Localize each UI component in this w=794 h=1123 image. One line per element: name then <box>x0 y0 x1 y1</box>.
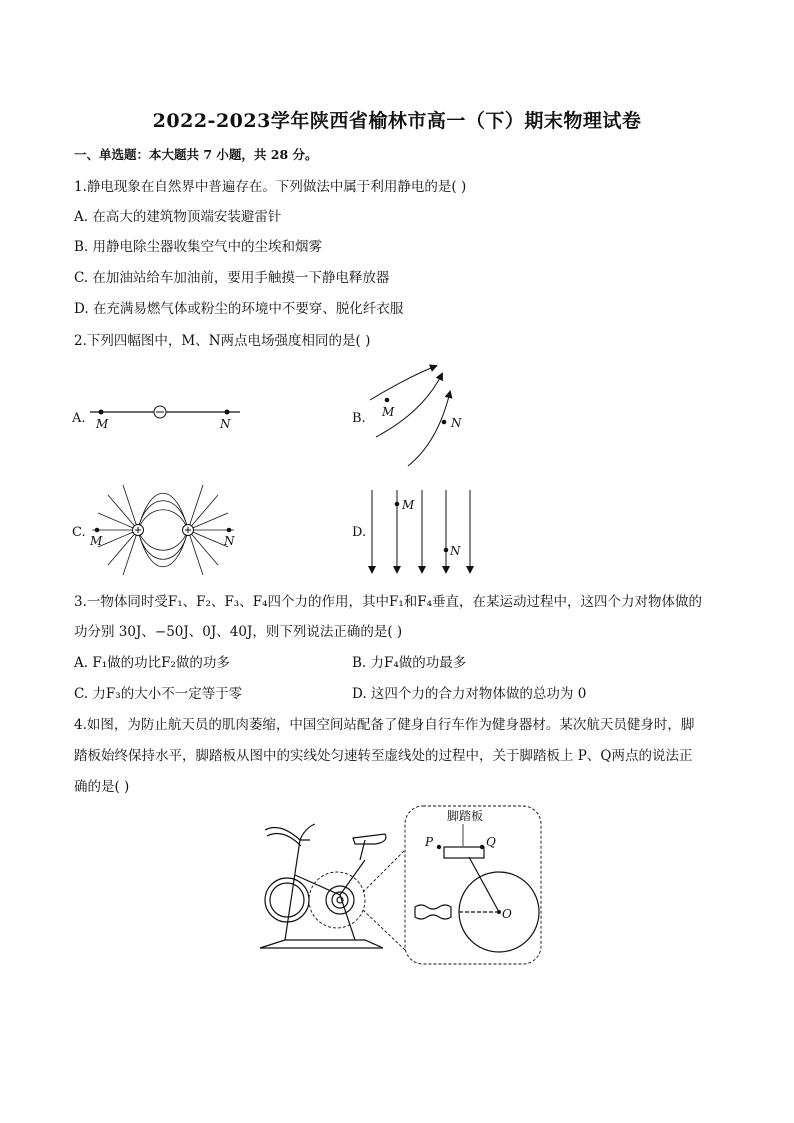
page-title: 2022-2023学年陕西省榆林市高一（下）期末物理试卷 <box>152 110 642 132</box>
q2b-n-label: N <box>451 416 462 430</box>
q3-option-a: A. F₁做的功比F₂做的功多 <box>74 655 230 671</box>
q2a-m-label: M <box>96 417 109 431</box>
q2-option-b-label: B. <box>352 411 366 426</box>
q1-option-c: C. 在加油站给车加油前，要用手触摸一下静电释放器 <box>74 270 390 286</box>
q2c-m-label: M <box>90 534 103 548</box>
point-p-label: P <box>425 835 434 849</box>
q2a-n-label: N <box>220 417 231 431</box>
q1-option-b: B. 用静电除尘器收集空气中的尘埃和烟雾 <box>74 239 323 255</box>
q2-stem: 2.下列四幅图中，M、N两点电场强度相同的是( ) <box>74 333 371 349</box>
pedal-label: 脚踏板 <box>447 809 484 823</box>
q2-figure-d <box>364 488 484 580</box>
q4-bike-figure <box>255 800 545 970</box>
q2-figure-a <box>88 395 248 435</box>
q4-stem-line3: 确的是( ) <box>74 779 130 795</box>
q3-option-b: B. 力F₄做的功最多 <box>352 655 467 671</box>
q2b-m-label: M <box>382 405 395 419</box>
q1-stem: 1.静电现象在自然界中普遍存在。下列做法中属于利用静电的是( ) <box>74 179 467 195</box>
q2-figure-c <box>88 483 238 579</box>
q4-stem-line1: 4.如图，为防止航天员的肌肉萎缩，中国空间站配备了健身自行车作为健身器材。某次航天员健身时，脚 <box>74 717 695 733</box>
q2-option-a-label: A. <box>72 411 86 426</box>
point-q-label: Q <box>486 835 496 849</box>
section-heading: 一、单选题：本大题共 7 小题，共 28 分。 <box>74 147 318 162</box>
q2c-n-label: N <box>224 534 235 548</box>
q2d-n-label: N <box>450 544 461 558</box>
q3-option-c: C. 力F₃的大小不一定等于零 <box>74 686 243 702</box>
q2-option-d-label: D. <box>352 525 367 540</box>
point-o-label: O <box>502 907 512 921</box>
q3-stem-line1: 3.一物体同时受F₁、F₂、F₃、F₄四个力的作用，其中F₁和F₄垂直，在某运动过程中，这四个力对物体做的 <box>74 594 703 610</box>
q3-stem-line2: 功分别 30J、−50J、0J、40J，则下列说法正确的是( ) <box>74 624 403 640</box>
q1-option-a: A. 在高大的建筑物顶端安装避雷针 <box>74 209 282 225</box>
q2d-m-label: M <box>402 498 415 512</box>
q2-figure-b <box>368 362 468 472</box>
q1-option-d: D. 在充满易燃气体或粉尘的环境中不要穿、脱化纤衣服 <box>74 301 404 317</box>
q2-option-c-label: C. <box>72 525 86 540</box>
q4-stem-line2: 踏板始终保持水平，脚踏板从图中的实线处匀速转至虚线处的过程中，关于脚踏板上 P、Q两点的说法正 <box>74 748 693 764</box>
q3-option-d: D. 这四个力的合力对物体做的总功为 0 <box>352 686 587 702</box>
